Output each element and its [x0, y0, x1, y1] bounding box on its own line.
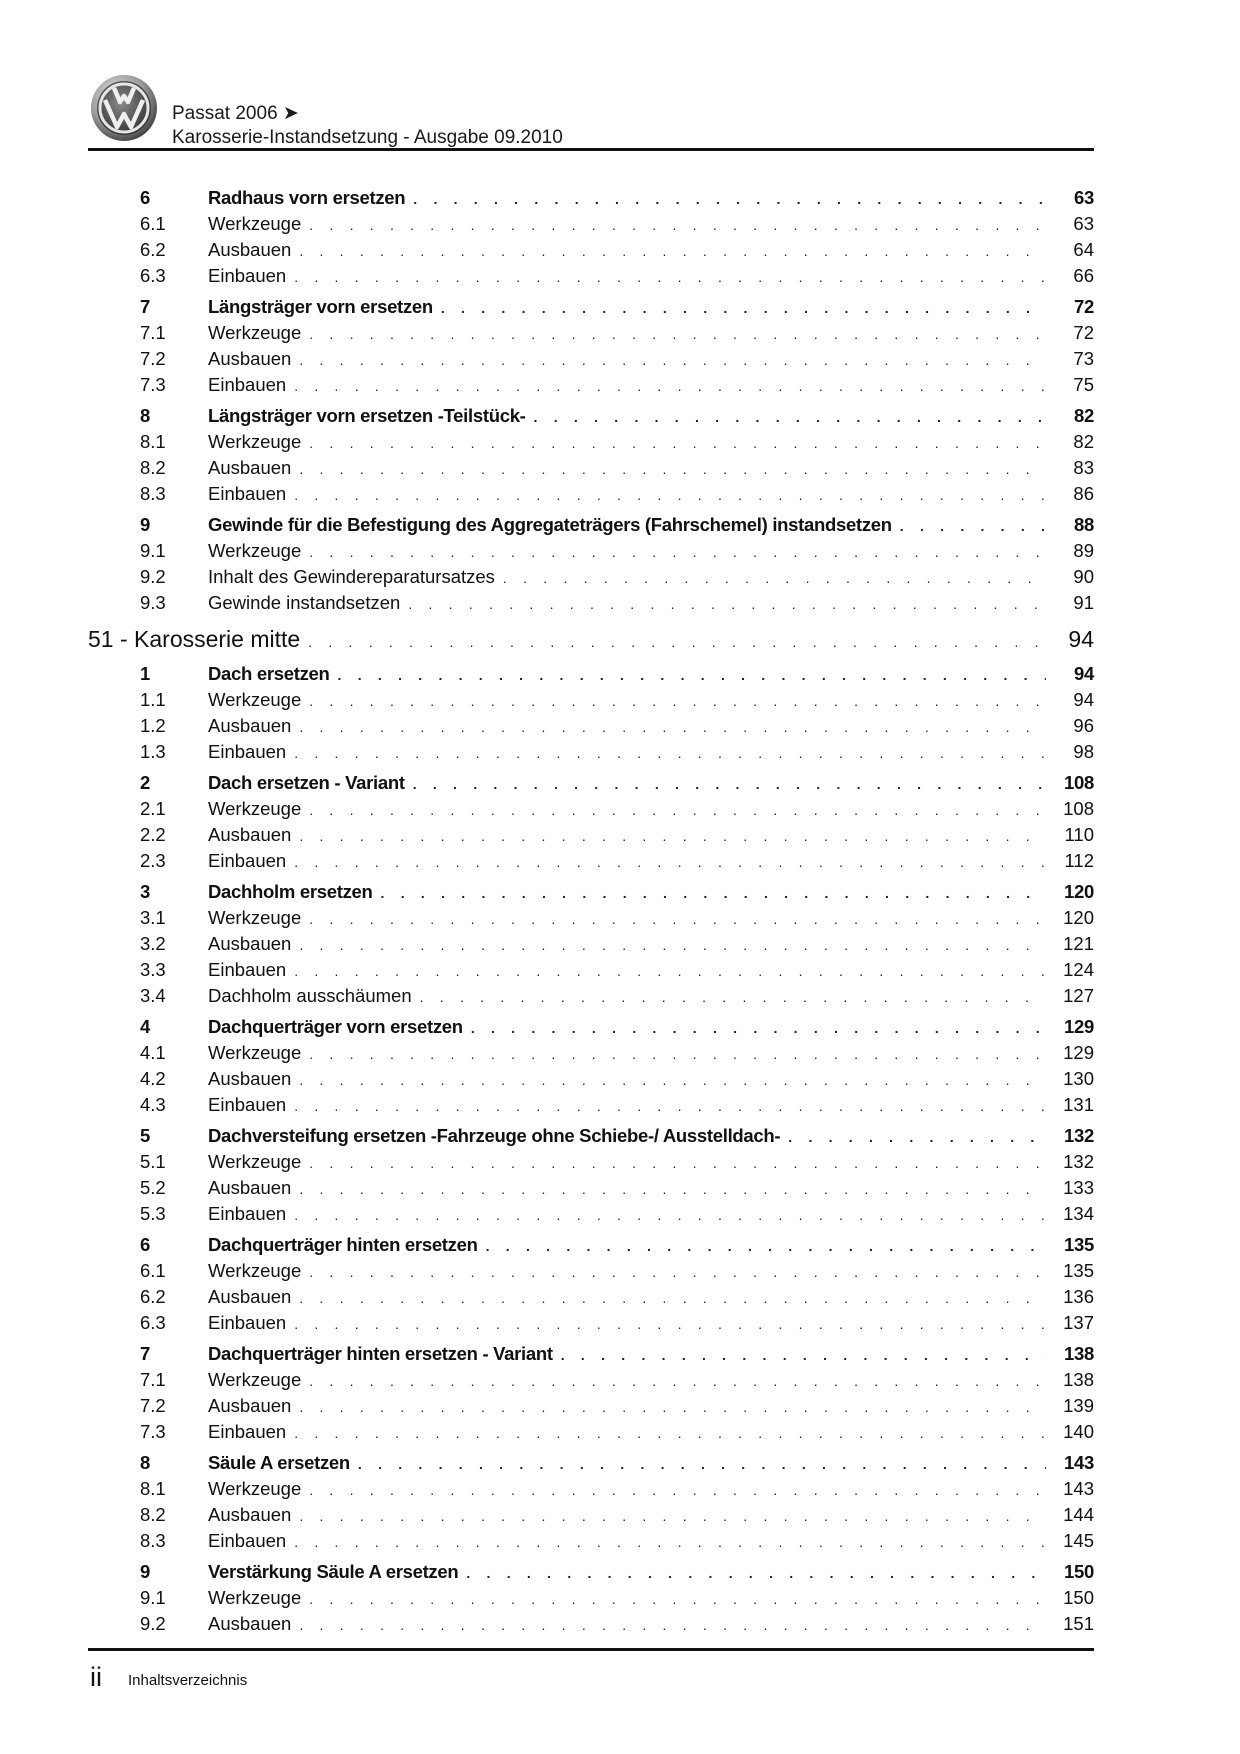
toc-subsection[interactable] — [88, 1528, 1094, 1554]
dot-leader — [441, 295, 1046, 321]
toc-entry-title[interactable]: Ausbauen — [208, 1504, 292, 1525]
toc-subsection[interactable] — [88, 1201, 1094, 1227]
toc-subsection[interactable] — [88, 1066, 1094, 1092]
toc-entry-page[interactable]: 135 — [1064, 1234, 1094, 1255]
toc-entry-number: 1.1 — [140, 689, 166, 710]
toc-section[interactable] — [88, 403, 1094, 429]
toc-entry-page[interactable]: 108 — [1064, 772, 1094, 793]
toc-subsection[interactable] — [88, 1092, 1094, 1118]
toc-entry-number: 9.1 — [140, 1587, 166, 1608]
toc-entry-title[interactable]: Werkzeuge — [208, 907, 302, 928]
toc-entry-title[interactable]: Ausbauen — [208, 824, 292, 845]
toc-entry-title[interactable]: Gewinde für die Befestigung des Aggregateträgers (Fahrschemel) instandsetzen — [208, 514, 892, 535]
toc-subsection[interactable] — [88, 429, 1094, 455]
toc-section[interactable] — [88, 1341, 1094, 1367]
document-title: Passat 2006 ➤ — [172, 103, 299, 124]
dot-leader — [900, 513, 1046, 539]
toc-entry-page[interactable]: 89 — [1073, 540, 1094, 561]
toc-entry-page[interactable]: 150 — [1064, 1561, 1094, 1582]
toc-section[interactable] — [88, 512, 1094, 538]
toc-entry-title[interactable]: Einbauen — [208, 374, 287, 395]
toc-entry-title[interactable]: Werkzeuge — [208, 1260, 302, 1281]
toc-entry-page[interactable]: 64 — [1073, 239, 1094, 260]
toc-entry-page[interactable]: 88 — [1074, 514, 1094, 535]
toc-subsection[interactable] — [88, 931, 1094, 957]
toc-entry-title[interactable]: Radhaus vorn ersetzen — [208, 187, 406, 208]
toc-entry-page[interactable]: 91 — [1073, 592, 1094, 613]
toc-entry-title[interactable]: Einbauen — [208, 265, 287, 286]
toc-subsection[interactable] — [88, 1258, 1094, 1284]
toc-entry-number: 7 — [140, 296, 150, 317]
toc-entry-title[interactable]: Werkzeuge — [208, 1151, 302, 1172]
toc-entry-title[interactable]: Verstärkung Säule A ersetzen — [208, 1561, 459, 1582]
dot-leader — [338, 662, 1046, 688]
toc-entry-number: 4.2 — [140, 1068, 166, 1089]
toc-subsection[interactable] — [88, 796, 1094, 822]
toc-entry-title[interactable]: Werkzeuge — [208, 1587, 302, 1608]
toc-subsection[interactable] — [88, 455, 1094, 481]
footer-page-number: ii — [90, 1662, 102, 1692]
toc-entry-title[interactable]: Einbauen — [208, 741, 287, 762]
toc-entry-title[interactable]: Ausbauen — [208, 933, 292, 954]
toc-entry-number: 3.1 — [140, 907, 166, 928]
toc-subsection[interactable] — [88, 346, 1094, 372]
toc-subsection[interactable] — [88, 1284, 1094, 1310]
toc-subsection[interactable] — [88, 713, 1094, 739]
toc-entry-page[interactable]: 94 — [1073, 689, 1094, 710]
toc-subsection[interactable] — [88, 481, 1094, 507]
toc-subsection[interactable] — [88, 739, 1094, 765]
toc-entry-page[interactable]: 133 — [1063, 1177, 1094, 1198]
header-divider — [88, 148, 1094, 151]
toc-entry-title[interactable]: Einbauen — [208, 1094, 287, 1115]
dot-leader — [309, 797, 1046, 823]
toc-entry-number: 9.1 — [140, 540, 166, 561]
toc-section[interactable] — [88, 1123, 1094, 1149]
toc-section[interactable] — [88, 770, 1094, 796]
toc-entry-title[interactable]: Ausbauen — [208, 1395, 292, 1416]
toc-subsection[interactable] — [88, 687, 1094, 713]
toc-entry-number: 8 — [140, 405, 150, 426]
toc-subsection[interactable] — [88, 320, 1094, 346]
toc-subsection[interactable] — [88, 1149, 1094, 1175]
toc-entry-number: 9.2 — [140, 566, 166, 587]
toc-entry-page[interactable]: 83 — [1073, 457, 1094, 478]
toc-entry-number: 6.1 — [140, 213, 166, 234]
vw-logo-icon — [90, 74, 158, 142]
toc-entry-page[interactable]: 135 — [1063, 1260, 1094, 1281]
toc-chapter[interactable] — [88, 622, 1094, 656]
toc-entry-page[interactable]: 151 — [1063, 1613, 1094, 1634]
toc-entry-number: 1.3 — [140, 741, 166, 762]
toc-subsection[interactable] — [88, 372, 1094, 398]
toc-entry-number: 6.3 — [140, 265, 166, 286]
toc-entry-title[interactable]: Werkzeuge — [208, 689, 302, 710]
toc-entry-title[interactable]: Dachquerträger vorn ersetzen — [208, 1016, 463, 1037]
dot-leader — [299, 1285, 1046, 1311]
toc-entry-page[interactable]: 130 — [1063, 1068, 1094, 1089]
toc-entry-title[interactable]: Ausbauen — [208, 239, 292, 260]
dot-leader — [299, 932, 1046, 958]
toc-entry-page[interactable]: 127 — [1063, 985, 1094, 1006]
toc-entry-page[interactable]: 63 — [1073, 213, 1094, 234]
toc-entry-number: 2 — [140, 772, 150, 793]
dot-leader — [299, 714, 1046, 740]
toc-entry-number: 6.3 — [140, 1312, 166, 1333]
dot-leader — [294, 849, 1046, 875]
toc-entry-title[interactable]: Einbauen — [208, 1530, 287, 1551]
table-of-contents — [88, 180, 1094, 1637]
toc-entry-number: 9.3 — [140, 592, 166, 613]
toc-entry-page[interactable]: 96 — [1073, 715, 1094, 736]
toc-entry-number: 8.3 — [140, 1530, 166, 1551]
toc-entry-title[interactable]: Werkzeuge — [208, 1478, 302, 1499]
toc-entry-number: 7.1 — [140, 322, 166, 343]
toc-entry-page[interactable]: 134 — [1063, 1203, 1094, 1224]
toc-entry-page[interactable]: 129 — [1064, 1016, 1094, 1037]
toc-entry-title[interactable]: Dachversteifung ersetzen -Fahrzeuge ohne Schiebe-/ Ausstelldach- — [208, 1125, 781, 1146]
toc-entry-page[interactable]: 150 — [1063, 1587, 1094, 1608]
toc-entry-page[interactable]: 139 — [1063, 1395, 1094, 1416]
toc-entry-page[interactable]: 110 — [1064, 824, 1094, 845]
toc-entry-title[interactable]: Dachquerträger hinten ersetzen - Variant — [208, 1343, 553, 1364]
dot-leader — [294, 482, 1046, 508]
toc-section[interactable] — [88, 1450, 1094, 1476]
toc-entry-title[interactable]: Einbauen — [208, 1421, 287, 1442]
toc-entry-number: 7.3 — [140, 374, 166, 395]
dot-leader — [309, 1368, 1046, 1394]
dot-leader — [299, 347, 1046, 373]
toc-entry-page[interactable]: 82 — [1074, 405, 1094, 426]
dot-leader — [294, 1311, 1046, 1337]
toc-entry-number: 3.3 — [140, 959, 166, 980]
toc-entry-page[interactable]: 144 — [1063, 1504, 1094, 1525]
toc-entry-number: 7.2 — [140, 1395, 166, 1416]
footer-label: Inhaltsverzeichnis — [128, 1672, 248, 1689]
toc-entry-page[interactable]: 120 — [1064, 881, 1094, 902]
dot-leader — [294, 1093, 1046, 1119]
toc-subsection[interactable] — [88, 211, 1094, 237]
toc-entry-page[interactable]: 132 — [1064, 1125, 1094, 1146]
toc-entry-page[interactable]: 90 — [1073, 566, 1094, 587]
toc-section[interactable] — [88, 1014, 1094, 1040]
toc-entry-title[interactable]: Dach ersetzen — [208, 663, 330, 684]
toc-entry-title[interactable]: Gewinde instandsetzen — [208, 592, 401, 613]
toc-subsection[interactable] — [88, 1175, 1094, 1201]
toc-entry-number: 3.2 — [140, 933, 166, 954]
toc-entry-title[interactable]: Ausbauen — [208, 1613, 292, 1634]
dot-leader — [503, 565, 1046, 591]
toc-entry-title[interactable]: Einbauen — [208, 959, 287, 980]
toc-entry-number: 9 — [140, 514, 150, 535]
dot-leader — [294, 373, 1046, 399]
toc-entry-title[interactable]: Inhalt des Gewindereparatursatzes — [208, 566, 495, 587]
toc-subsection[interactable] — [88, 538, 1094, 564]
dot-leader — [561, 1342, 1046, 1368]
toc-entry-number: 2.3 — [140, 850, 166, 871]
dot-leader — [309, 1150, 1046, 1176]
toc-entry-page[interactable]: 94 — [1068, 626, 1094, 652]
toc-entry-title[interactable]: Einbauen — [208, 1203, 287, 1224]
toc-entry-title[interactable]: Ausbauen — [208, 348, 292, 369]
toc-entry-number: 9.2 — [140, 1613, 166, 1634]
toc-entry-title[interactable]: Werkzeuge — [208, 798, 302, 819]
toc-entry-page[interactable]: 131 — [1063, 1094, 1094, 1115]
toc-entry-page[interactable]: 121 — [1063, 933, 1094, 954]
toc-entry-page[interactable]: 143 — [1063, 1478, 1094, 1499]
toc-subsection[interactable] — [88, 1040, 1094, 1066]
toc-entry-number: 1.2 — [140, 715, 166, 736]
dot-leader — [309, 430, 1046, 456]
dot-leader — [308, 625, 1046, 659]
toc-entry-page[interactable]: 138 — [1063, 1369, 1094, 1390]
toc-entry-number: 8.2 — [140, 1504, 166, 1525]
toc-entry-number: 7.1 — [140, 1369, 166, 1390]
toc-entry-title[interactable]: Säule A ersetzen — [208, 1452, 350, 1473]
dot-leader — [309, 1586, 1046, 1612]
toc-section[interactable] — [88, 661, 1094, 687]
toc-entry-number: 8.3 — [140, 483, 166, 504]
toc-entry-title[interactable]: 51 - Karosserie mitte — [88, 626, 301, 652]
toc-entry-title[interactable]: Ausbauen — [208, 1286, 292, 1307]
toc-subsection[interactable] — [88, 590, 1094, 616]
toc-entry-title[interactable]: Dachholm ausschäumen — [208, 985, 412, 1006]
toc-entry-page[interactable]: 124 — [1063, 959, 1094, 980]
dot-leader — [299, 1176, 1046, 1202]
dot-leader — [408, 591, 1046, 617]
toc-entry-page[interactable]: 73 — [1073, 348, 1094, 369]
toc-entry-title[interactable]: Werkzeuge — [208, 1369, 302, 1390]
toc-entry-number: 1 — [140, 663, 150, 684]
toc-entry-title[interactable]: Einbauen — [208, 1312, 287, 1333]
dot-leader — [534, 404, 1046, 430]
dot-leader — [413, 771, 1046, 797]
toc-entry-page[interactable]: 82 — [1073, 431, 1094, 452]
toc-entry-number: 7 — [140, 1343, 150, 1364]
toc-subsection[interactable] — [88, 822, 1094, 848]
toc-subsection[interactable] — [88, 905, 1094, 931]
toc-entry-number: 7.3 — [140, 1421, 166, 1442]
dot-leader — [466, 1560, 1046, 1586]
toc-entry-number: 6.1 — [140, 1260, 166, 1281]
dot-leader — [299, 456, 1046, 482]
toc-subsection[interactable] — [88, 1502, 1094, 1528]
dot-leader — [309, 906, 1046, 932]
toc-entry-page[interactable]: 136 — [1063, 1286, 1094, 1307]
dot-leader — [299, 1394, 1046, 1420]
dot-leader — [358, 1451, 1046, 1477]
toc-entry-page[interactable]: 63 — [1074, 187, 1094, 208]
dot-leader — [381, 880, 1046, 906]
toc-entry-title[interactable]: Werkzeuge — [208, 540, 302, 561]
toc-entry-title[interactable]: Ausbauen — [208, 715, 292, 736]
dot-leader — [294, 1202, 1046, 1228]
toc-entry-title[interactable]: Ausbauen — [208, 457, 292, 478]
toc-subsection[interactable] — [88, 1585, 1094, 1611]
toc-entry-page[interactable]: 86 — [1073, 483, 1094, 504]
toc-entry-title[interactable]: Werkzeuge — [208, 213, 302, 234]
toc-entry-page[interactable]: 129 — [1063, 1042, 1094, 1063]
dot-leader — [299, 1612, 1046, 1638]
toc-section[interactable] — [88, 185, 1094, 211]
dot-leader — [309, 688, 1046, 714]
dot-leader — [309, 1477, 1046, 1503]
dot-leader — [294, 1420, 1046, 1446]
toc-entry-title[interactable]: Werkzeuge — [208, 1042, 302, 1063]
toc-entry-page[interactable]: 138 — [1064, 1343, 1094, 1364]
toc-entry-page[interactable]: 120 — [1063, 907, 1094, 928]
toc-section[interactable] — [88, 1559, 1094, 1585]
toc-subsection[interactable] — [88, 263, 1094, 289]
toc-entry-number: 5.3 — [140, 1203, 166, 1224]
toc-subsection[interactable] — [88, 564, 1094, 590]
toc-entry-number: 4.1 — [140, 1042, 166, 1063]
toc-entry-page[interactable]: 98 — [1073, 741, 1094, 762]
dot-leader — [294, 958, 1046, 984]
toc-entry-number: 2.2 — [140, 824, 166, 845]
toc-entry-title[interactable]: Dachquerträger hinten ersetzen — [208, 1234, 478, 1255]
toc-entry-title[interactable]: Werkzeuge — [208, 431, 302, 452]
dot-leader — [420, 984, 1046, 1010]
toc-entry-number: 3 — [140, 881, 150, 902]
toc-section[interactable] — [88, 879, 1094, 905]
toc-subsection[interactable] — [88, 1476, 1094, 1502]
toc-subsection[interactable] — [88, 1367, 1094, 1393]
document-header — [88, 64, 1094, 150]
toc-entry-number: 9 — [140, 1561, 150, 1582]
toc-entry-page[interactable]: 75 — [1073, 374, 1094, 395]
dot-leader — [309, 1259, 1046, 1285]
toc-subsection[interactable] — [88, 237, 1094, 263]
toc-entry-number: 4 — [140, 1016, 150, 1037]
toc-entry-page[interactable]: 94 — [1074, 663, 1094, 684]
toc-entry-number: 4.3 — [140, 1094, 166, 1115]
toc-entry-title[interactable]: Werkzeuge — [208, 322, 302, 343]
toc-entry-number: 8.1 — [140, 431, 166, 452]
toc-entry-number: 6 — [140, 187, 150, 208]
dot-leader — [309, 212, 1046, 238]
dot-leader — [486, 1233, 1046, 1259]
dot-leader — [309, 539, 1046, 565]
toc-entry-page[interactable]: 143 — [1064, 1452, 1094, 1473]
toc-entry-title[interactable]: Einbauen — [208, 850, 287, 871]
toc-entry-page[interactable]: 137 — [1063, 1312, 1094, 1333]
toc-entry-page[interactable]: 72 — [1073, 322, 1094, 343]
toc-entry-title[interactable]: Dach ersetzen - Variant — [208, 772, 405, 793]
toc-entry-page[interactable]: 145 — [1063, 1530, 1094, 1551]
toc-entry-number: 8.1 — [140, 1478, 166, 1499]
toc-entry-number: 5 — [140, 1125, 150, 1146]
toc-entry-number: 6.2 — [140, 1286, 166, 1307]
dot-leader — [788, 1124, 1046, 1150]
toc-entry-page[interactable]: 72 — [1074, 296, 1094, 317]
dot-leader — [299, 238, 1046, 264]
toc-entry-number: 6 — [140, 1234, 150, 1255]
toc-entry-number: 5.2 — [140, 1177, 166, 1198]
toc-entry-number: 6.2 — [140, 239, 166, 260]
toc-subsection[interactable] — [88, 957, 1094, 983]
toc-subsection[interactable] — [88, 848, 1094, 874]
dot-leader — [299, 1067, 1046, 1093]
toc-entry-title[interactable]: Einbauen — [208, 483, 287, 504]
dot-leader — [294, 740, 1046, 766]
dot-leader — [299, 823, 1046, 849]
dot-leader — [309, 321, 1046, 347]
toc-subsection[interactable] — [88, 1611, 1094, 1637]
toc-entry-number: 3.4 — [140, 985, 166, 1006]
toc-section[interactable] — [88, 294, 1094, 320]
toc-entry-title[interactable]: Längsträger vorn ersetzen -Teilstück- — [208, 405, 526, 426]
toc-entry-title[interactable]: Ausbauen — [208, 1177, 292, 1198]
toc-subsection[interactable] — [88, 1310, 1094, 1336]
toc-entry-number: 8 — [140, 1452, 150, 1473]
dot-leader — [294, 1529, 1046, 1555]
toc-entry-page[interactable]: 108 — [1063, 798, 1094, 819]
toc-entry-page[interactable]: 66 — [1073, 265, 1094, 286]
toc-entry-number: 2.1 — [140, 798, 166, 819]
toc-subsection[interactable] — [88, 983, 1094, 1009]
dot-leader — [299, 1503, 1046, 1529]
dot-leader — [294, 264, 1046, 290]
toc-entry-page[interactable]: 112 — [1064, 850, 1094, 871]
toc-entry-page[interactable]: 132 — [1063, 1151, 1094, 1172]
document-subtitle: Karosserie-Instandsetzung - Ausgabe 09.2010 — [172, 127, 563, 148]
toc-entry-number: 7.2 — [140, 348, 166, 369]
toc-entry-title[interactable]: Längsträger vorn ersetzen — [208, 296, 433, 317]
toc-subsection[interactable] — [88, 1419, 1094, 1445]
toc-subsection[interactable] — [88, 1393, 1094, 1419]
toc-entry-title[interactable]: Ausbauen — [208, 1068, 292, 1089]
dot-leader — [309, 1041, 1046, 1067]
toc-entry-number: 8.2 — [140, 457, 166, 478]
toc-entry-number: 5.1 — [140, 1151, 166, 1172]
dot-leader — [471, 1015, 1046, 1041]
dot-leader — [413, 186, 1046, 212]
toc-entry-title[interactable]: Dachholm ersetzen — [208, 881, 373, 902]
toc-entry-page[interactable]: 140 — [1063, 1421, 1094, 1442]
footer-divider — [88, 1648, 1094, 1651]
toc-section[interactable] — [88, 1232, 1094, 1258]
